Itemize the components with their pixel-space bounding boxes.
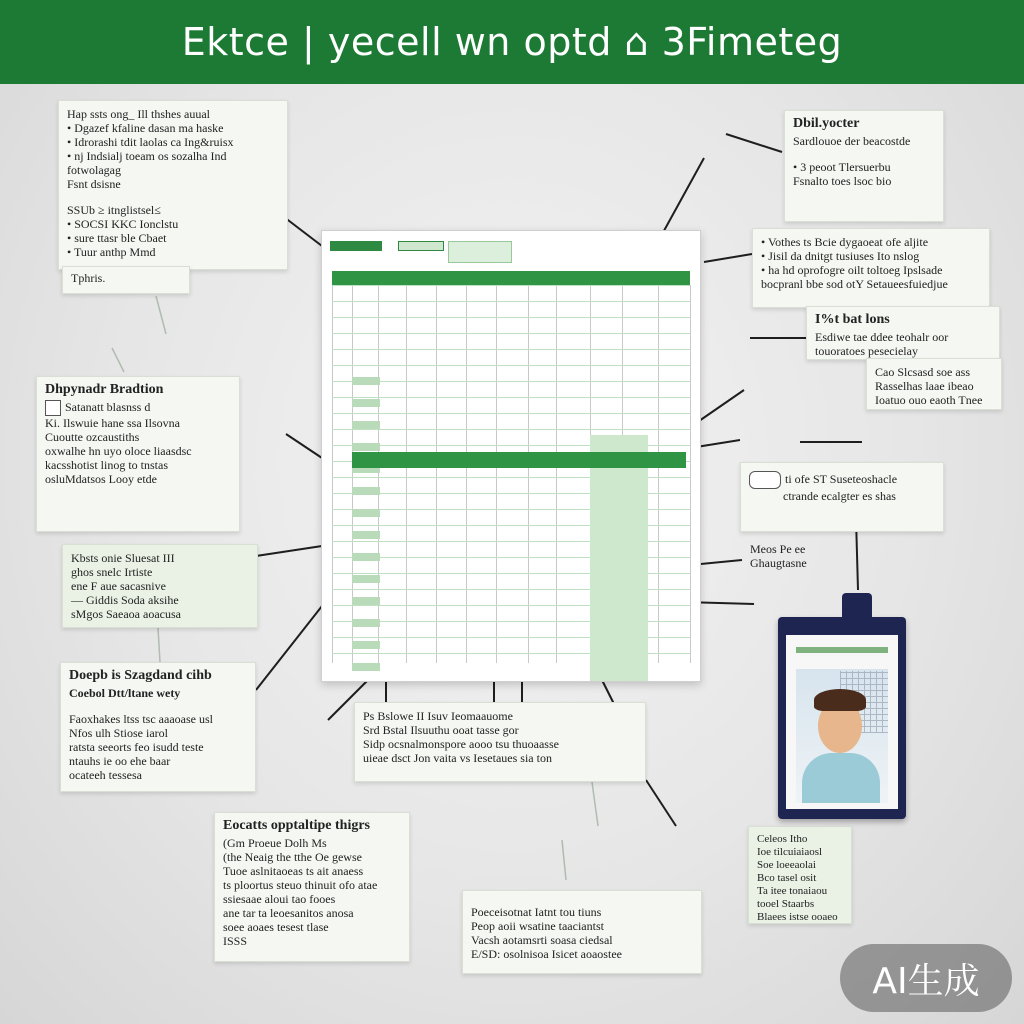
header-title: Ektce | yecell wn optd ⌂ 3Fimeteg xyxy=(181,20,843,64)
note-line: Esdiwe tae ddee teohalr oor xyxy=(815,330,949,344)
note-line: Tuoe aslnitaoeas ts ait anaess xyxy=(223,864,364,878)
note-spacer xyxy=(67,191,279,203)
note-title: Eocatts opptaltipe thigrs xyxy=(223,818,370,833)
note-line: sMgos Saeaoa aoacusa xyxy=(71,607,181,621)
row-label-cell xyxy=(352,575,380,583)
connector-line xyxy=(256,546,322,556)
note-line: Nfos ulh Stiose iarol xyxy=(69,726,168,740)
header-banner xyxy=(0,0,1024,84)
note-line: fotwolagag xyxy=(67,163,121,177)
note-line: osluMdatsos Looy etde xyxy=(45,472,157,487)
note-line: E/SD: osolnisoa Isicet aoaostee xyxy=(471,947,622,961)
note-spacer xyxy=(69,700,247,712)
grid-row-line xyxy=(332,317,690,318)
clipboard-paper xyxy=(786,635,898,809)
grid-row-line xyxy=(332,333,690,334)
note-line: Ioe tilcuiaiaosl xyxy=(757,846,823,858)
note-title: Dhpynadr Bradtion xyxy=(45,382,164,397)
note-line: Ghaugtasne xyxy=(750,556,807,570)
scanner-icon xyxy=(749,471,781,489)
toolbar-chip xyxy=(330,241,382,251)
connector-line xyxy=(646,780,676,826)
callout-note xyxy=(36,376,240,532)
sheet-header-row xyxy=(332,271,690,285)
callout-note xyxy=(354,702,646,782)
grid-column-line xyxy=(466,285,467,663)
note-line: SSUb ≥ itnglistsel≤ xyxy=(67,203,161,217)
grid-column-line xyxy=(528,285,529,663)
person-hair xyxy=(814,689,866,711)
note-line-text: Satanatt blasnss d xyxy=(65,400,151,414)
connector-line xyxy=(704,254,752,262)
highlighted-column xyxy=(590,435,648,681)
grid-row-line xyxy=(332,429,690,430)
callout-note xyxy=(62,544,258,628)
note-line: Kbsts onie Sluesat III xyxy=(71,551,175,565)
note-line: Peop aoii wsatine taaciantst xyxy=(471,919,604,933)
callout-note xyxy=(752,228,990,308)
callout-note xyxy=(748,826,852,924)
note-line: Ps Bslowe II Isuv Ieomaauome xyxy=(363,709,513,723)
note-line: ratsta seeorts feo isudd teste xyxy=(69,740,204,754)
faint-connector xyxy=(562,840,566,880)
note-line: ISSS xyxy=(223,934,248,948)
row-label-cell xyxy=(352,509,380,517)
row-label-cell xyxy=(352,553,380,561)
row-label-cell xyxy=(352,399,380,407)
note-line: Ta itee tonaiaou xyxy=(757,885,828,897)
note-line: ghos snelc Irtiste xyxy=(71,565,153,579)
grid-column-line xyxy=(436,285,437,663)
note-line-text: ti ofe ST Suseteoshacle xyxy=(785,471,898,486)
callout-note xyxy=(462,890,702,974)
note-line: Sardlouoe der beacostde xyxy=(793,134,911,148)
note-line: ene F aue sacasnive xyxy=(71,579,166,593)
note-line xyxy=(45,400,231,416)
note-line: • Dgazef kfaline dasan ma haske xyxy=(67,121,224,135)
callout-note xyxy=(60,662,256,792)
note-line: • Idrorashi tdit laolas ca Ing&ruisx xyxy=(67,135,234,149)
note-line: soee aoaes tesest tlase xyxy=(223,920,329,934)
note-line: ts ploortus steuo thinuit ofo atae xyxy=(223,878,378,892)
callout-note xyxy=(58,100,288,270)
note-line: — Giddis Soda aksihe xyxy=(71,593,179,607)
connector-line xyxy=(726,134,782,152)
row-label-cell xyxy=(352,663,380,671)
note-line: Bco tasel osit xyxy=(757,872,817,884)
note-line: touoratoes pesecielay xyxy=(815,344,918,358)
toolbar-chip xyxy=(398,241,444,251)
note-line: ntauhs ie oo ehe baar xyxy=(69,754,171,768)
note-line: Srd Bstal Ilsuuthu ooat tasse gor xyxy=(363,723,519,737)
badge-label: AI生成 xyxy=(872,960,980,1002)
note-line: Celeos Itho xyxy=(757,833,808,845)
note-line xyxy=(749,471,935,489)
connector-line xyxy=(660,158,704,238)
note-line: ane tar ta leoesanitos anosa xyxy=(223,906,354,920)
note-line: • Tuur anthp Mmd xyxy=(67,245,156,259)
row-label-cell xyxy=(352,443,380,451)
faint-connector xyxy=(158,628,160,662)
clipboard-clip xyxy=(842,593,872,619)
person-illustration xyxy=(796,669,888,803)
note-line: • Vothes ts Bcie dygaoeat ofe aljite xyxy=(761,235,929,249)
note-line: Vacsh aotamsrti soasa ciedsal xyxy=(471,933,613,947)
note-line: Faoxhakes ltss tsc aaaoase usl xyxy=(69,712,213,726)
spreadsheet-panel xyxy=(321,230,701,682)
note-line: Ki. Ilswuie hane ssa Ilsovna xyxy=(45,416,180,431)
grid-column-line xyxy=(406,285,407,663)
note-line: tooel Staarbs xyxy=(757,898,815,910)
note-line: Cuoutte ozcaustiths xyxy=(45,430,140,445)
note-line: ocateeh tessesa xyxy=(69,768,142,782)
note-line: Blaees istse ooaeo xyxy=(757,911,838,923)
note-line: • 3 peoot Tlersuerbu xyxy=(793,160,891,174)
callout-note xyxy=(806,306,1000,360)
person-body xyxy=(802,753,880,803)
connector-line xyxy=(256,606,322,690)
callout-note xyxy=(784,110,944,222)
grid-row-line xyxy=(332,397,690,398)
row-label-cell xyxy=(352,619,380,627)
grid-column-line xyxy=(690,285,691,663)
row-label-cell xyxy=(352,421,380,429)
note-line: Poeceisotnat Iatnt tou tiuns xyxy=(471,905,602,919)
grid-row-line xyxy=(332,349,690,350)
note-line: Soe loeeaolai xyxy=(757,859,816,871)
grid-row-line xyxy=(332,285,690,286)
note-line: Hap ssts ong_ Ill thshes auual xyxy=(67,107,210,121)
connector-line xyxy=(286,434,322,458)
note-line: ssiesaae aloui tao fooes xyxy=(223,892,336,906)
toolbar-chip xyxy=(448,241,512,263)
grid-row-line xyxy=(332,301,690,302)
grid-column-line xyxy=(378,285,379,663)
grid-row-line xyxy=(332,365,690,366)
note-line: uieae dsct Jon vaita vs Iesetaues sia ton xyxy=(363,751,552,765)
grid-row-line xyxy=(332,381,690,382)
callout-note xyxy=(866,358,1002,410)
clipboard-illustration xyxy=(778,617,906,819)
callout-note-tail xyxy=(62,266,190,294)
note-line: Tphris. xyxy=(71,271,106,285)
faint-connector xyxy=(592,782,598,826)
note-line: oxwalhe hn uyo oloce liaasdsc xyxy=(45,444,192,459)
note-line: • Jisil da dnitgt tusiuses Ito nslog xyxy=(761,249,920,263)
note-line: • sure ttasr ble Cbaet xyxy=(67,231,167,245)
row-label-cell xyxy=(352,487,380,495)
ai-generated-badge xyxy=(840,944,1012,1012)
note-line: bocpranl bbe sod otY Setaueesfuiedjue xyxy=(761,277,948,291)
note-line: Fsnalto toes lsoc bio xyxy=(793,174,892,188)
clipboard-strip xyxy=(796,647,888,653)
note-line: Meos Pe ee xyxy=(750,542,806,556)
note-line: (the Neaig the tthe Oe gewse xyxy=(223,850,362,864)
note-line: • SOCSI KKC Ionclstu xyxy=(67,217,179,231)
note-line: Fsnt dsisne xyxy=(67,177,121,191)
note-title: Dbil.yocter xyxy=(793,116,860,131)
note-line: Coebol Dtt/ltane wety xyxy=(69,686,181,700)
note-title: Doepb is Szagdand cihb xyxy=(69,668,212,683)
grid-row-line xyxy=(332,413,690,414)
callout-note xyxy=(740,462,944,532)
note-line: (Gm Proeue Dolh Ms xyxy=(223,836,327,850)
grid-column-line xyxy=(352,285,353,663)
row-label-cell xyxy=(352,597,380,605)
note-line: • ha hd oprofogre oilt toltoeg Ipslsade xyxy=(761,263,943,277)
sheet-section-band xyxy=(352,452,686,468)
row-label-cell xyxy=(352,531,380,539)
faint-connector xyxy=(156,296,166,334)
grid-column-line xyxy=(332,285,333,663)
grid-column-line xyxy=(496,285,497,663)
note-line: Sidp ocsnalmonspore aooo tsu thuoaasse xyxy=(363,737,559,751)
note-line: Rasselhas laae ibeao xyxy=(875,379,974,393)
note-line: ctrande ecalgter es shas xyxy=(783,489,896,503)
callout-note xyxy=(214,812,410,962)
note-line: Cao Slcsasd soe ass xyxy=(875,365,970,379)
note-line: kacsshotist linog to tnstas xyxy=(45,458,168,473)
grid-column-line xyxy=(556,285,557,663)
document-icon xyxy=(45,400,61,416)
row-label-cell xyxy=(352,377,380,385)
note-line: • nj Indsialj toeam os sozalha Ind xyxy=(67,149,227,163)
note-line: Ioatuo ouo eaoth Tnee xyxy=(875,393,983,407)
grid-column-line xyxy=(658,285,659,663)
note-title: I%t bat lons xyxy=(815,312,890,327)
callout-note xyxy=(742,536,826,580)
faint-connector xyxy=(112,348,124,372)
row-label-cell xyxy=(352,641,380,649)
note-spacer xyxy=(793,148,935,160)
